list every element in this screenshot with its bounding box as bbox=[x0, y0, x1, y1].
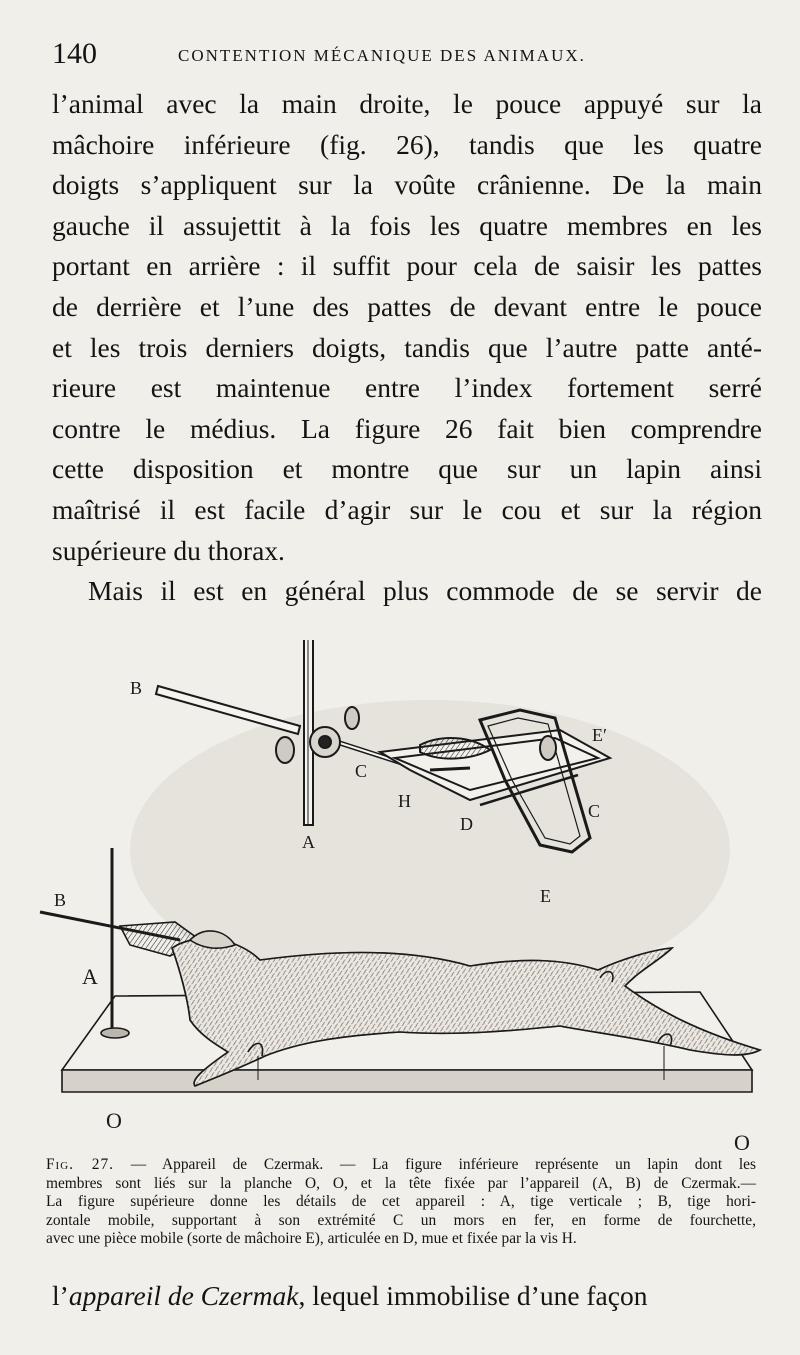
label-top-e-prime: E′ bbox=[592, 725, 607, 745]
label-top-a: A bbox=[302, 832, 315, 852]
caption-line: zontale mobile, supportant à son extrémité C un mors en fer, en forme de fourchette, bbox=[46, 1211, 756, 1229]
text-line: gauche il assujettit à la fois les quatre membres en les bbox=[52, 209, 762, 241]
text-line: supérieure du thorax. bbox=[52, 534, 285, 566]
board-edge bbox=[62, 1070, 752, 1092]
figure-caption bbox=[46, 1156, 756, 1249]
page-header bbox=[52, 36, 752, 72]
engraving-illustration bbox=[0, 640, 800, 1160]
continuation-prefix: l’ bbox=[52, 1280, 69, 1311]
caption-line bbox=[46, 1156, 756, 1175]
caption-line: membres sont liés sur la planche O, O, et la tête fixée par l’appareil (A, B) de Czermak.— bbox=[46, 1174, 756, 1192]
text-line: et les trois derniers doigts, tandis que l’autre patte anté- bbox=[52, 331, 762, 363]
running-head: CONTENTION MÉCANIQUE DES ANIMAUX. bbox=[178, 46, 586, 65]
text-line: doigts s’appliquent sur la voûte crânienne. De la main bbox=[52, 169, 762, 201]
label-top-h: H bbox=[398, 791, 411, 811]
continuation-line bbox=[52, 1276, 758, 1316]
figure-number: Fig. 27. bbox=[46, 1156, 114, 1173]
screw-h bbox=[430, 768, 470, 770]
caption-line: La figure supérieure donne les détails de cet appareil : A, tige verticale ; B, tige hori- bbox=[46, 1193, 756, 1211]
body-text bbox=[52, 84, 762, 612]
label-top-b: B bbox=[130, 678, 143, 698]
text-line: portant en arrière : il suffit pour cela de saisir les pattes bbox=[52, 250, 762, 282]
label-bottom-b: B bbox=[54, 890, 67, 910]
text-line: de derrière et l’une des pattes de devant entre le pouce bbox=[52, 290, 762, 322]
paragraph-start-line: Mais il est en général plus commode de se servir de bbox=[88, 575, 762, 607]
label-top-c2: C bbox=[588, 801, 601, 821]
label-top-c1: C bbox=[355, 761, 368, 781]
continuation-italic: appareil de Czermak bbox=[68, 1280, 299, 1311]
label-top-e: E bbox=[540, 886, 551, 906]
text-line: rieure est maintenue entre l’index fortement serré bbox=[52, 372, 762, 404]
clamp-screw bbox=[345, 707, 359, 729]
horizontal-rod bbox=[156, 686, 300, 734]
label-bottom-o-left: O bbox=[106, 1108, 122, 1133]
text-line: maîtrisé il est facile d’agir sur le cou et sur la région bbox=[52, 493, 762, 525]
clamp-screw bbox=[276, 737, 294, 763]
figure-27 bbox=[0, 640, 800, 1160]
text-line: cette disposition et montre que sur un lapin ainsi bbox=[52, 453, 762, 485]
label-bottom-o-right: O bbox=[734, 1130, 750, 1155]
caption-line: avec une pièce mobile (sorte de mâchoire E), articulée en D, mue et fixée par la vis H. bbox=[46, 1230, 577, 1248]
label-top-d: D bbox=[460, 814, 473, 834]
caption-title: — Appareil de Czermak. — La figure inférieure représente un lapin dont les bbox=[130, 1156, 756, 1173]
text-line: contre le médius. La figure 26 fait bien comprendre bbox=[52, 412, 762, 444]
text-line: mâchoire inférieure (fig. 26), tandis que les quatre bbox=[52, 128, 762, 160]
continuation-suffix: , lequel immobilise d’une façon bbox=[298, 1280, 648, 1311]
label-bottom-a: A bbox=[82, 964, 98, 989]
text-line: l’animal avec la main droite, le pouce appuyé sur la bbox=[52, 88, 762, 119]
page-number: 140 bbox=[52, 37, 97, 70]
